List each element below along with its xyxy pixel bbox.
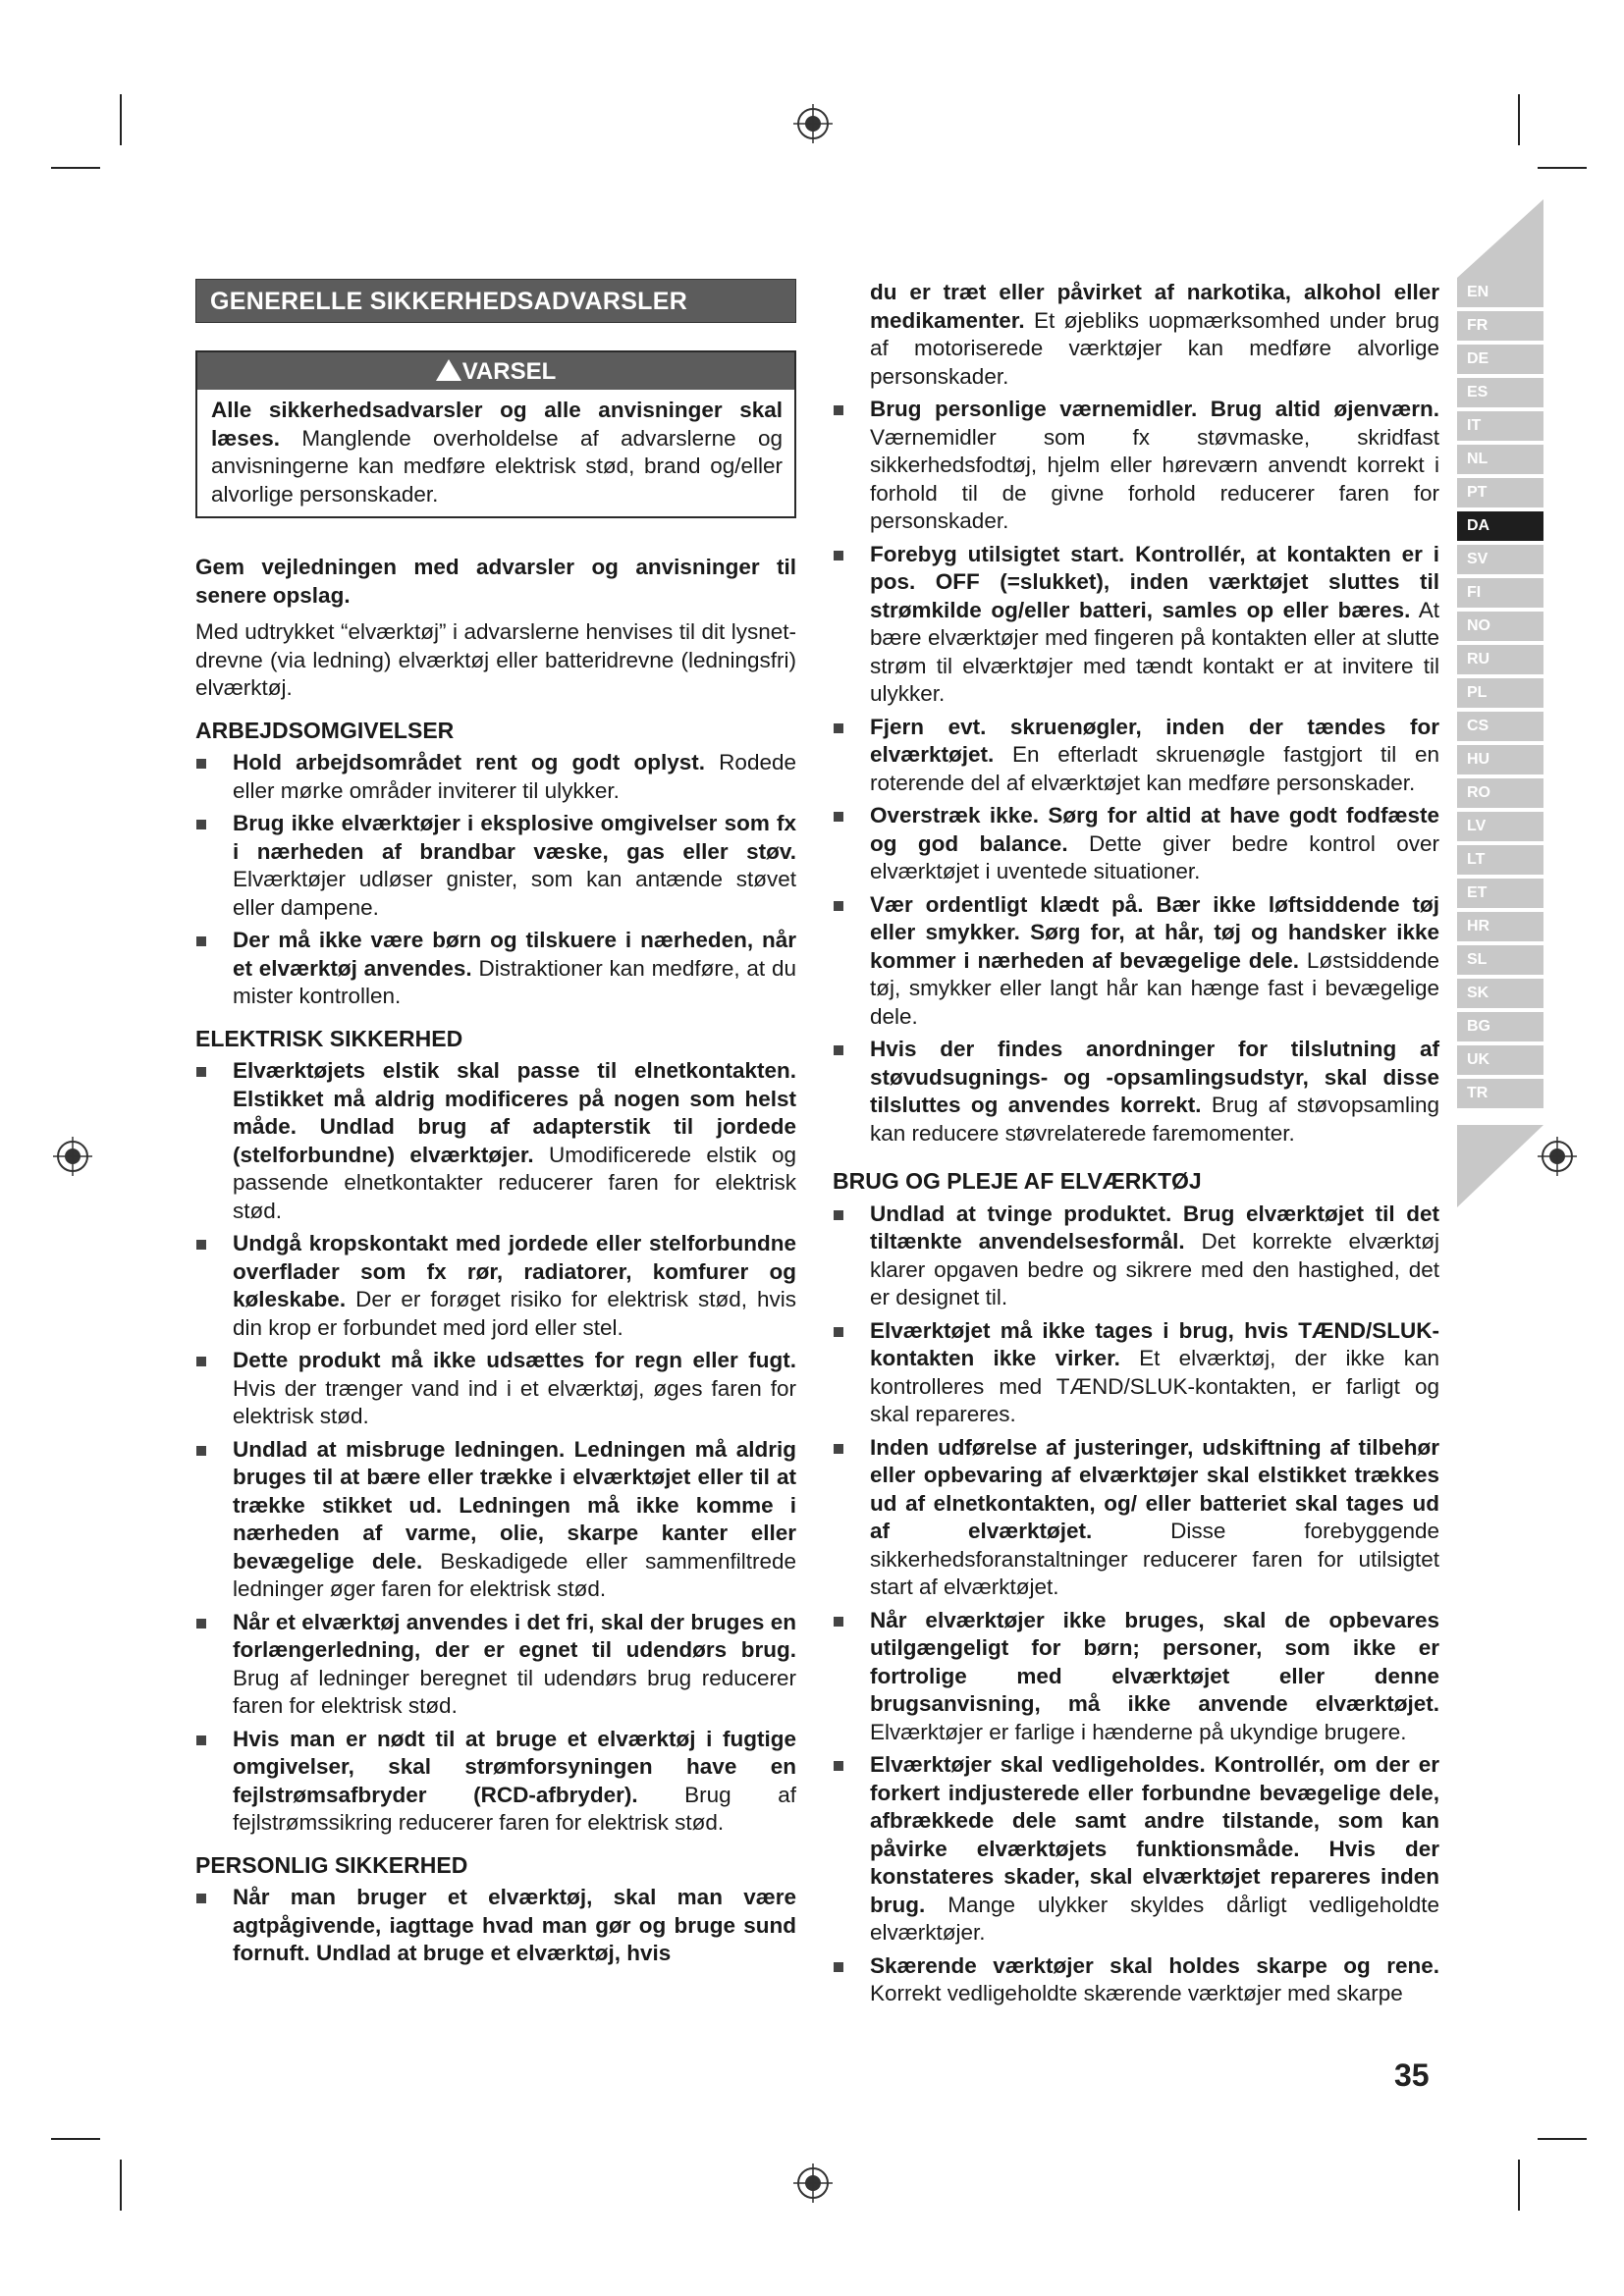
item-bold: Inden udførelse af justeringer, udskiftning af tilbehør eller opbevaring af elværktøjer skal elstikket trækkes ud af elnetkontakten, og/ eller batteriet skal tages ud af elværktøjet. xyxy=(870,1434,1439,1543)
section-heading: BRUG OG PLEJE AF ELVÆRKTØJ xyxy=(833,1168,1202,1194)
tab-da[interactable]: DA xyxy=(1457,511,1543,541)
list-item xyxy=(195,927,796,1011)
list-item xyxy=(195,1609,796,1721)
tab-strip-bottom-decoration xyxy=(1457,1125,1543,1207)
list-item xyxy=(195,1726,796,1838)
crop-mark xyxy=(51,2138,100,2140)
item-text: En efterladt skruenøgle fastgjort til en roterende del af elværktøjet kan medføre personskader. xyxy=(870,742,1439,795)
warning-bold-text: Alle sikkerhedsadvarsler og alle anvisninger skal læses. xyxy=(211,398,783,451)
item-text: Der er forøget risiko for elektrisk stød, hvis din krop er forbundet med jord eller stel. xyxy=(233,1287,796,1340)
language-tabs xyxy=(1457,278,1543,1112)
item-bold: Vær ordentligt klædt på. Bær ikke løftsiddende tøj eller smykker. Sørg for, at hår, tøj og handsker ikke kommer i nærheden af bevægelige dele. xyxy=(870,891,1439,973)
tab-pl[interactable]: PL xyxy=(1457,678,1543,708)
warning-body xyxy=(197,390,794,516)
list-item xyxy=(195,810,796,922)
tab-sk[interactable]: SK xyxy=(1457,979,1543,1008)
crop-mark xyxy=(1538,167,1587,169)
warning-text: Manglende overholdelse af advarslerne og anvisningerne kan medføre elektrisk stød, brand og/eller alvorlige personskader. xyxy=(211,425,783,507)
item-bold: Hvis man er nødt til at bruge et elværktøj i fugtige omgivelser, skal strømforsyningen have en fejlstrømsafbryder (RCD-afbryder). xyxy=(233,1726,796,1807)
list-item xyxy=(833,396,1439,536)
continued-item xyxy=(833,279,1439,391)
tab-uk[interactable]: UK xyxy=(1457,1045,1543,1075)
item-bold: Når elværktøjer ikke bruges, skal de opbevares utilgængeligt for børn; personer, som ikke er fortrolige med elværktøjet eller denne brugsanvisning, må ikke anvende elværktøjet. xyxy=(870,1607,1439,1716)
tab-no[interactable]: NO xyxy=(1457,612,1543,641)
list-item xyxy=(195,1347,796,1431)
crop-mark xyxy=(1518,2160,1520,2211)
tab-ro[interactable]: RO xyxy=(1457,778,1543,808)
list-item xyxy=(833,1434,1439,1602)
item-text: Brug af ledninger beregnet til udendørs brug reducerer faren for elektrisk stød. xyxy=(233,1665,796,1718)
item-text: At bære elværktøjer med fingeren på kontakten eller at slutte strøm til elværktøjer med tændt kontakt er at invitere til ulykker. xyxy=(870,597,1439,706)
item-text: Hvis der trænger vand ind i et elværktøj, øges faren for elektrisk stød. xyxy=(233,1375,796,1428)
item-bold: Skærende værktøjer skal holdes skarpe og rene. xyxy=(870,1952,1439,1978)
item-bold: Elværktøjets elstik skal passe til elnetkontakten. Elstikket må aldrig modificeres på nogen som helst måde. Undlad brug af adapterstik til jordede (stelforbundne) elværktøjer. xyxy=(233,1058,796,1167)
item-bold: Dette produkt må ikke udsættes for regn eller fugt. xyxy=(233,1348,796,1372)
tab-sv[interactable]: SV xyxy=(1457,545,1543,574)
intro-text: Med udtrykket “elværktøj” i advarslerne henvises til dit lysnet-drevne (via ledning) elværktøj eller batteridrevne (ledningsfri) elværktøj. xyxy=(195,619,796,700)
item-text: Elværktøjer er farlige i hænderne på ukyndige brugere. xyxy=(870,1719,1407,1744)
item-text: Distraktioner kan medføre, at du mister kontrollen. xyxy=(233,955,796,1008)
item-text: Elværktøjer udløser gnister, som kan antænde støvet eller dampene. xyxy=(233,867,796,920)
item-text: Et øjebliks uopmærksomhed under brug af motoriserede værktøjer kan medføre alvorlige personskader. xyxy=(870,307,1439,389)
item-bold: Overstræk ikke. Sørg for altid at have godt fodfæste og god balance. xyxy=(870,803,1439,856)
list-item xyxy=(833,1607,1439,1747)
item-bold: Undlad at tvinge produktet. Brug elværktøjet til det tiltænkte anvendelsesformål. xyxy=(870,1201,1439,1254)
intro-bold: Gem vejledningen med advarsler og anvisninger til senere opslag. xyxy=(195,555,796,608)
tab-de[interactable]: DE xyxy=(1457,345,1543,374)
left-column xyxy=(195,279,796,1968)
item-text: Mange ulykker skyldes dårligt vedligeholdte elværktøjer. xyxy=(870,1892,1439,1945)
tab-tr[interactable]: TR xyxy=(1457,1079,1543,1108)
right-column xyxy=(833,279,1439,2008)
item-bold: Elværktøjet må ikke tages i brug, hvis TÆND/SLUK-kontakten ikke virker. xyxy=(870,1317,1439,1370)
tab-et[interactable]: ET xyxy=(1457,879,1543,908)
tab-cs[interactable]: CS xyxy=(1457,712,1543,741)
tab-en[interactable]: EN xyxy=(1457,278,1543,307)
tab-pt[interactable]: PT xyxy=(1457,478,1543,507)
section-heading: ELEKTRISK SIKKERHED xyxy=(195,1025,463,1051)
tab-it[interactable]: IT xyxy=(1457,411,1543,441)
tab-sl[interactable]: SL xyxy=(1457,945,1543,975)
item-text: Umodificerede elstik og passende elnetkontakter reducerer faren for elektrisk stød. xyxy=(233,1142,796,1223)
tab-lv[interactable]: LV xyxy=(1457,812,1543,841)
item-text: Beskadigede eller sammenfiltrede ledninger øger faren for elektrisk stød. xyxy=(233,1548,796,1601)
list-item xyxy=(833,1036,1439,1148)
list-item xyxy=(195,1884,796,1968)
item-text: Disse forebyggende sikkerhedsforanstaltninger reducerer faren for utilsigtet start af elværktøjet. xyxy=(870,1519,1439,1599)
item-bold: Hvis der findes anordninger for tilslutning af støvudsugnings- og -opsamlingsudstyr, skal disse tilsluttes og anvendes korrekt. xyxy=(870,1037,1439,1117)
list-item xyxy=(195,1230,796,1342)
item-text: Brug af støvopsamling kan reducere støvrelaterede faremomenter. xyxy=(870,1093,1439,1146)
list-item xyxy=(833,1751,1439,1948)
warning-triangle-icon xyxy=(436,359,461,381)
list-item xyxy=(195,749,796,805)
tab-hu[interactable]: HU xyxy=(1457,745,1543,774)
item-bold: Brug ikke elværktøjer i eksplosive omgivelser som fx i nærheden af brandbar væske, gas eller støv. xyxy=(233,811,796,864)
list-item xyxy=(195,1436,796,1604)
item-text: Dette giver bedre kontrol over elværktøjet i uventede situationer. xyxy=(870,830,1439,883)
item-text: Det korrekte elværktøj klarer opgaven bedre og sikrere med den hastighed, det er designet til. xyxy=(870,1229,1439,1309)
item-text: Værnemidler som fx støvmaske, skridfast sikkerhedsfodtøj, hjelm eller høreværn anvendt korrekt i forhold til de givne forhold reducerer faren for personskader. xyxy=(870,424,1439,533)
registration-mark-icon xyxy=(51,1135,94,1178)
section-heading: PERSONLIG SIKKERHED xyxy=(195,1851,468,1878)
page-number: 35 xyxy=(1394,2057,1430,2093)
crop-mark xyxy=(51,167,100,169)
list-item xyxy=(833,802,1439,886)
registration-mark-icon xyxy=(791,102,835,145)
item-bold: Når et elværktøj anvendes i det fri, skal der bruges en forlængerledning, der er egnet til udendørs brug. xyxy=(233,1609,796,1662)
list-item xyxy=(833,1201,1439,1312)
list-item xyxy=(195,1057,796,1225)
crop-mark xyxy=(120,2160,122,2211)
list-item xyxy=(833,714,1439,798)
item-bold: Når man bruger et elværktøj, skal man være agtpågivende, iagttage hvad man gør og bruge sund fornuft. Undlad at bruge et elværktøj, hvis xyxy=(233,1885,796,1965)
list-item xyxy=(833,1952,1439,2008)
item-text: Korrekt vedligeholdte skærende værktøjer med skarpe xyxy=(870,1981,1403,2005)
warning-header-label: VARSEL xyxy=(461,357,557,385)
section-title: GENERELLE SIKKERHEDSADVARSLER xyxy=(195,279,796,323)
warning-header xyxy=(197,352,794,391)
item-text: Et elværktøj, der ikke kan kontrolleres med TÆND/SLUK-kontakten, er farligt og skal repareres. xyxy=(870,1346,1439,1426)
item-text: Rodede eller mørke områder inviterer til ulykker. xyxy=(233,750,796,803)
tab-bg[interactable]: BG xyxy=(1457,1012,1543,1041)
tab-es[interactable]: ES xyxy=(1457,378,1543,407)
tab-fr[interactable]: FR xyxy=(1457,311,1543,341)
item-bold: Hold arbejdsområdet rent og godt oplyst. xyxy=(233,750,705,774)
tab-ru[interactable]: RU xyxy=(1457,645,1543,674)
list-item xyxy=(833,891,1439,1032)
item-bold: du er træt eller påvirket af narkotika, alkohol eller medikamenter. xyxy=(870,280,1439,333)
item-bold: Undgå kropskontakt med jordede eller stelforbundne overflader som fx rør, radiatorer, komfurer og køleskabe. xyxy=(233,1231,796,1311)
item-bold: Elværktøjer skal vedligeholdes. Kontrollér, om der er forkert indjusterede eller forbundne bevægelige dele, afbrækkede dele samt andre tilstande, som kan påvirke elværktøjets funktionsmåde. Hvis der konstateres skader, skal elværktøjet repareres inden brug. xyxy=(870,1752,1439,1917)
item-text: Brug af fejlstrømssikring reducerer faren for elektrisk stød. xyxy=(233,1782,797,1835)
crop-mark xyxy=(1518,94,1520,145)
item-text: Løstsiddende tøj, smykker eller langt hår kan hænge fast i bevægelige dele. xyxy=(870,947,1439,1029)
item-bold: Fjern evt. skruenøgler, inden der tændes for elværktøjet. xyxy=(870,714,1439,767)
item-bold: Forebyg utilsigtet start. Kontrollér, at kontakten er i pos. OFF (=slukket), inden værktøjet sluttes til strømkilde og/eller batteri, samles op eller bæres. xyxy=(870,541,1439,622)
tab-lt[interactable]: LT xyxy=(1457,845,1543,875)
warning-box xyxy=(195,350,796,519)
tab-fi[interactable]: FI xyxy=(1457,578,1543,608)
item-bold: Undlad at misbruge ledningen. Ledningen må aldrig bruges til at bære eller trække i elværktøjet eller til at trække stikket ud. Ledningen må ikke komme i nærheden af varme, olie, skarpe kanter eller bevægelige dele. xyxy=(233,1436,796,1574)
crop-mark xyxy=(120,94,122,145)
section-heading: ARBEJDSOMGIVELSER xyxy=(195,717,455,743)
crop-mark xyxy=(1538,2138,1587,2140)
item-bold: Brug personlige værnemidler. Brug altid øjenværn. xyxy=(870,397,1439,421)
tab-strip-top-decoration xyxy=(1457,199,1543,278)
item-bold: Der må ikke være børn og tilskuere i nærheden, når et elværktøj anvendes. xyxy=(233,928,796,981)
tab-hr[interactable]: HR xyxy=(1457,912,1543,941)
tab-nl[interactable]: NL xyxy=(1457,445,1543,474)
list-item xyxy=(833,1317,1439,1429)
list-item xyxy=(833,541,1439,709)
registration-mark-icon xyxy=(791,2162,835,2205)
